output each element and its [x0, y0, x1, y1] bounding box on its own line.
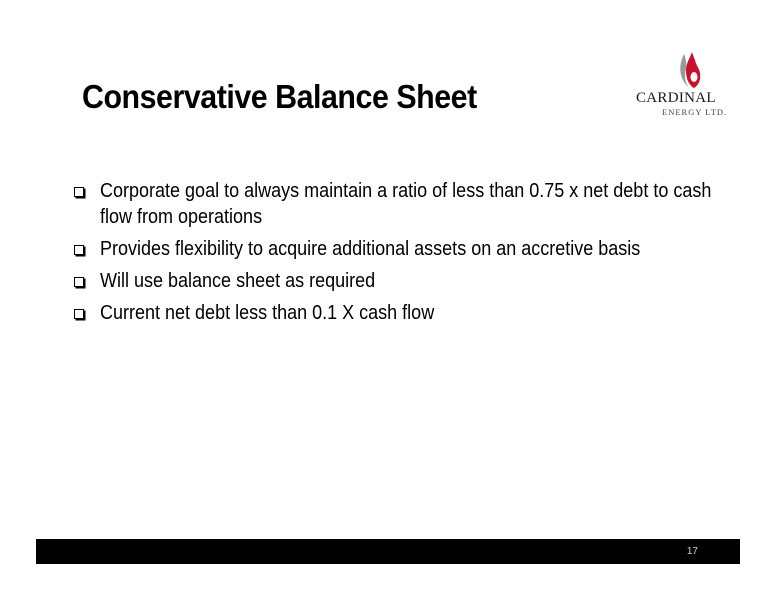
bullet-item	[74, 300, 740, 326]
page-number: 17	[686, 546, 698, 557]
bullet-text: Will use balance sheet as required	[100, 270, 376, 292]
bullet-item	[74, 268, 740, 294]
bullet-item	[74, 178, 740, 230]
flame-icon	[678, 50, 702, 90]
checkbox-bullet-icon	[74, 245, 84, 255]
bullet-list	[74, 178, 740, 332]
bullet-text: Provides flexibility to acquire additional assets on an accretive basis	[100, 238, 641, 260]
logo-subtitle: ENERGY LTD.	[662, 107, 728, 117]
logo-name: CARDINAL	[636, 90, 716, 106]
bullet-text: Current net debt less than 0.1 X cash flow	[100, 302, 435, 324]
slide-title: Conservative Balance Sheet	[82, 78, 477, 115]
company-logo	[636, 50, 736, 130]
bullet-item	[74, 236, 740, 262]
footer-bar	[36, 539, 740, 564]
checkbox-bullet-icon	[74, 277, 84, 287]
checkbox-bullet-icon	[74, 309, 84, 319]
bullet-text: Corporate goal to always maintain a ratio of less than 0.75 x net debt to cash flow from operations	[100, 180, 712, 228]
checkbox-bullet-icon	[74, 187, 84, 197]
